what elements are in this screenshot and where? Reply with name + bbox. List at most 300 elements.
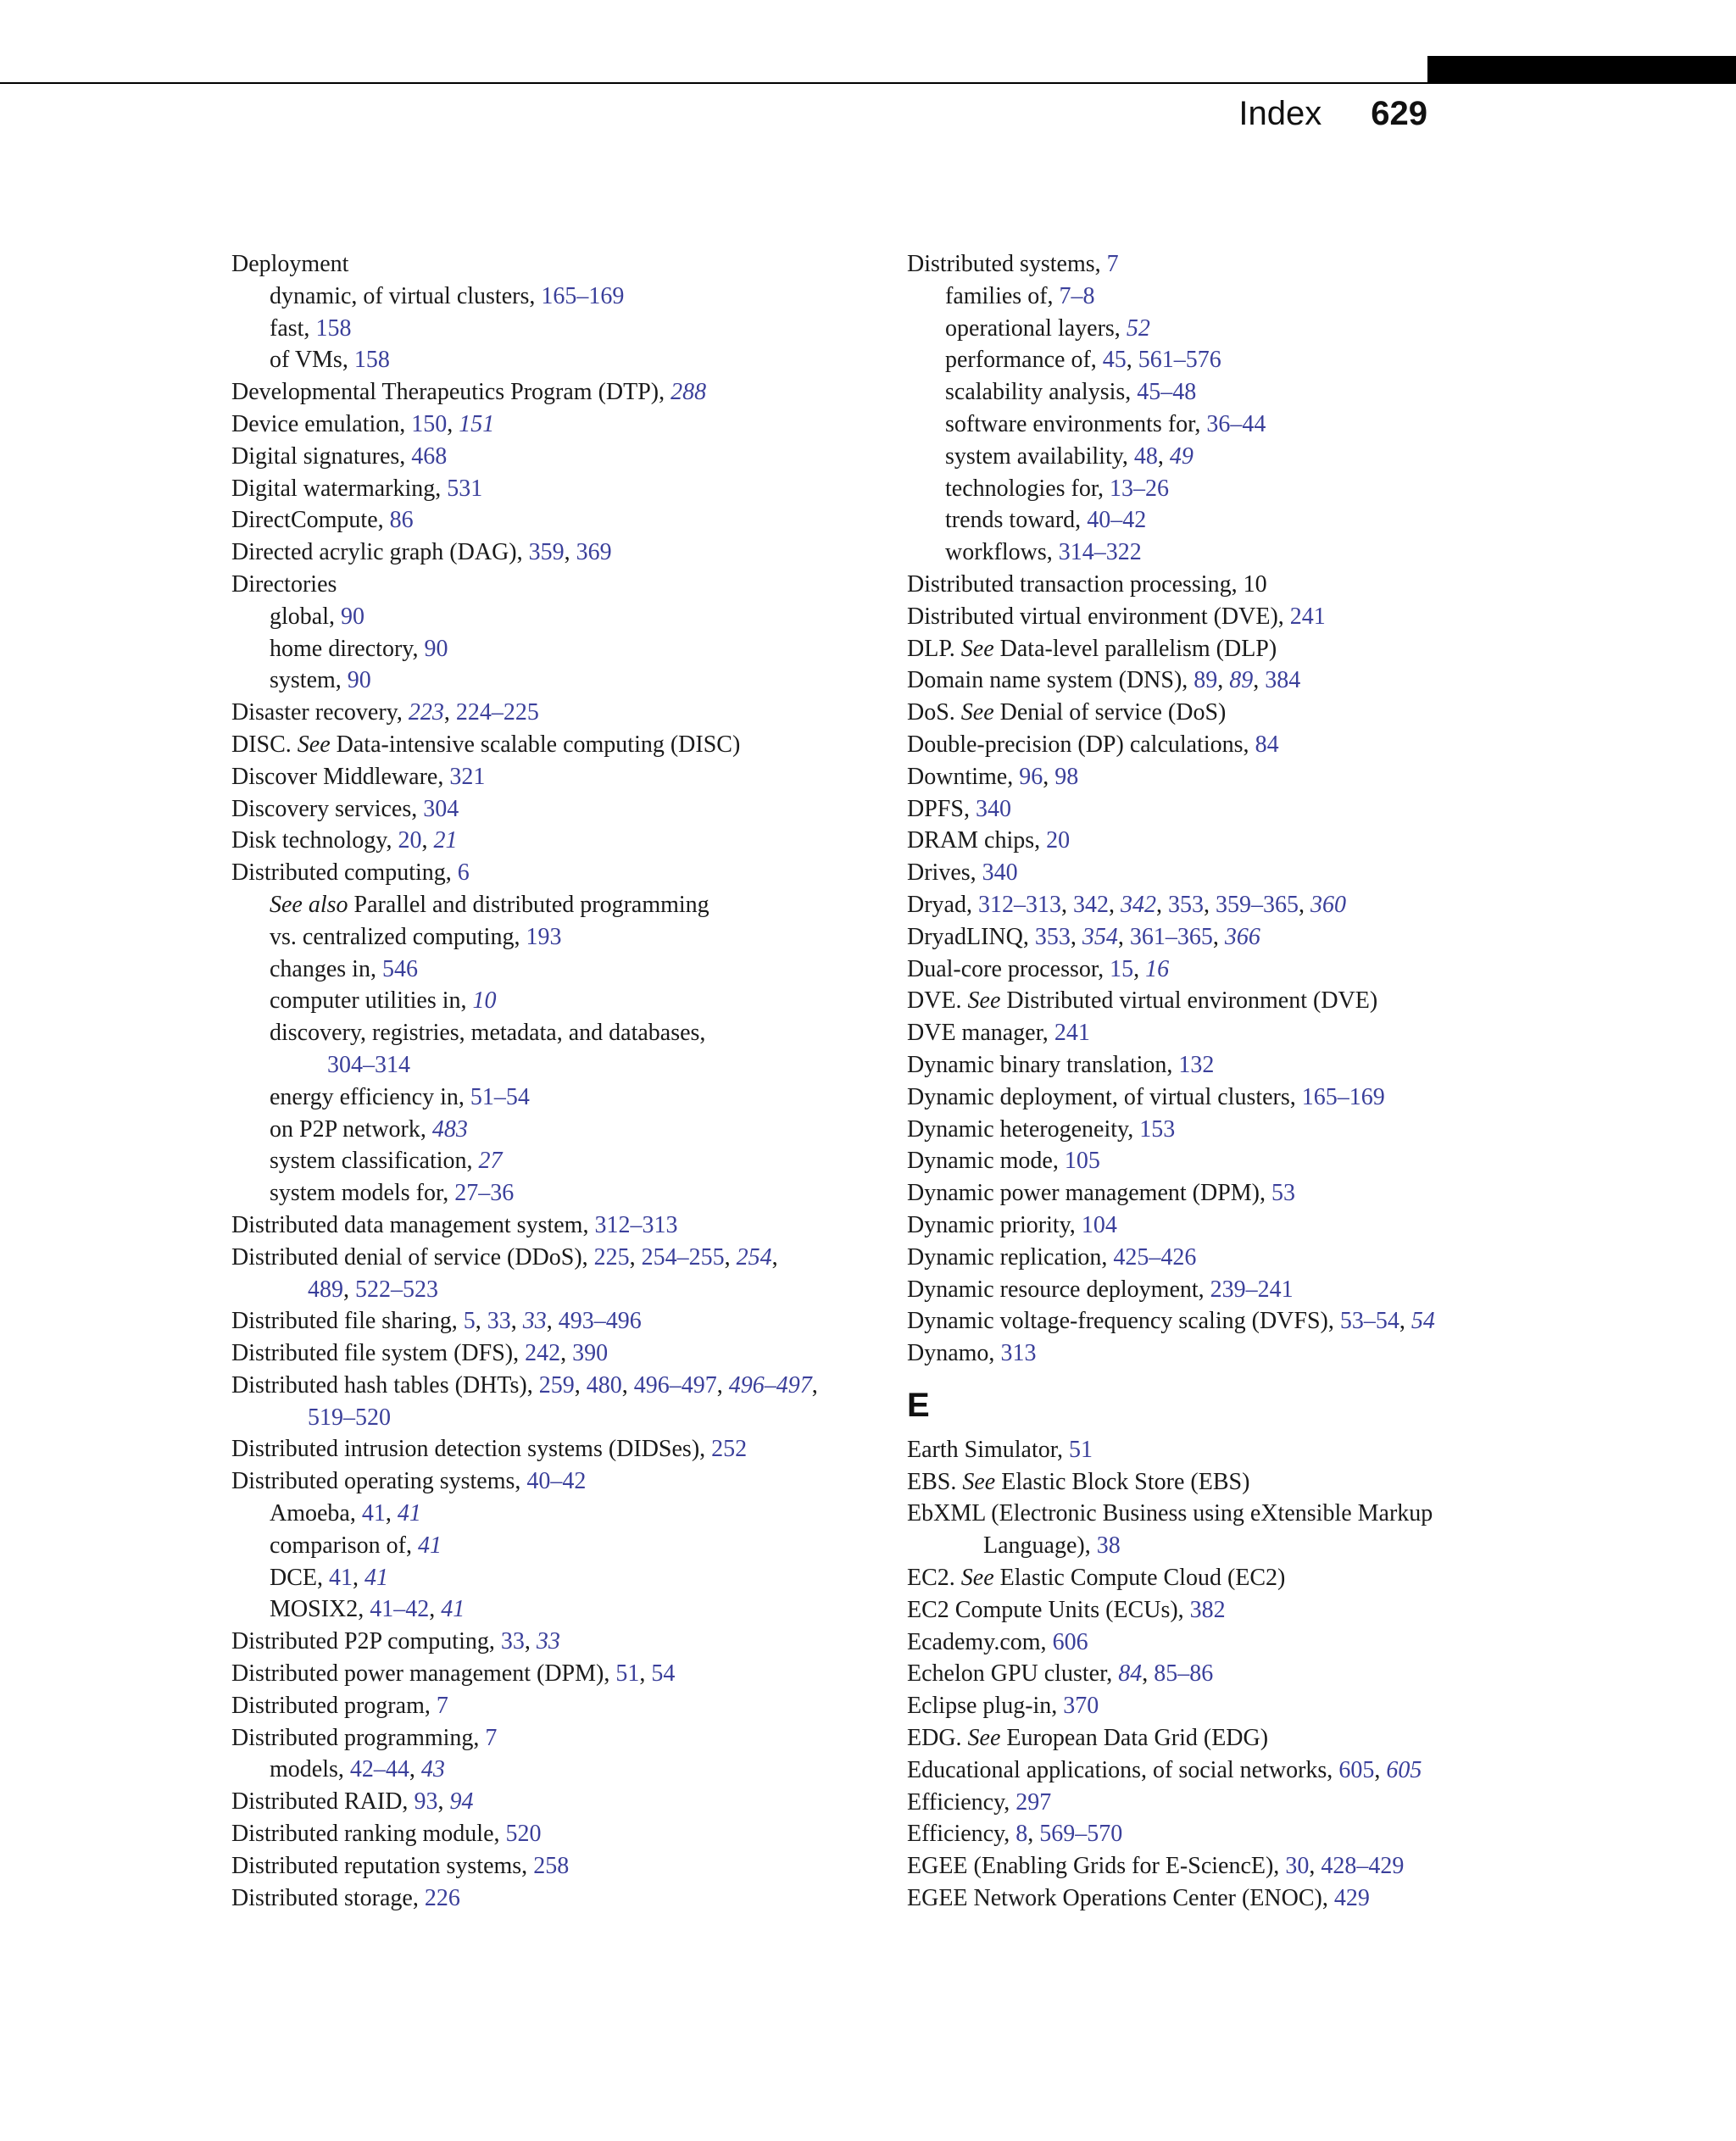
index-entry	[907, 1337, 1551, 1370]
index-entry	[907, 1627, 1551, 1659]
page-ref-link[interactable]: 27–36	[454, 1180, 515, 1207]
see-reference: See	[960, 635, 994, 662]
page-ref-link[interactable]: 241	[1054, 1020, 1090, 1047]
index-entry	[907, 248, 1551, 281]
page-ref-link[interactable]: 7	[436, 1692, 448, 1719]
entry-term: trends toward,	[945, 507, 1088, 534]
page-ref-link[interactable]: 312–313	[594, 1211, 678, 1238]
entry-term: Digital watermarking,	[231, 475, 448, 502]
page-ref-link[interactable]: 496–497	[728, 1371, 812, 1399]
page-ref-link[interactable]: 353	[1167, 891, 1204, 918]
entry-term: Dynamic heterogeneity,	[907, 1115, 1140, 1143]
page-ref-link[interactable]: 519–520	[308, 1404, 391, 1431]
page-ref-link[interactable]: 226	[424, 1884, 460, 1911]
running-header	[1238, 95, 1427, 133]
see-target: Parallel and distributed programming	[348, 891, 709, 918]
page-ref-link[interactable]: 353	[1034, 923, 1071, 950]
entry-term: Amoeba,	[270, 1500, 362, 1527]
page-ref-link[interactable]: 342	[1120, 891, 1156, 918]
entry-term: EGEE Network Operations Center (ENOC),	[907, 1885, 1334, 1912]
entry-term: Earth Simulator,	[907, 1436, 1069, 1463]
page-ref-link[interactable]: 254	[736, 1243, 772, 1271]
index-entry	[907, 1049, 1551, 1082]
index-entry: DryadLINQ, 353, 354, 361–365, 366	[907, 923, 1260, 950]
index-subentry	[907, 537, 1551, 569]
page-ref-link[interactable]: 98	[1054, 763, 1079, 790]
see-reference: See	[967, 1725, 1001, 1752]
index-entry	[231, 504, 876, 537]
entry-term: Ecademy.com,	[907, 1628, 1053, 1655]
page-ref-link[interactable]: 45	[1102, 347, 1127, 374]
entry-term: DryadLINQ,	[907, 923, 1035, 950]
index-entry	[907, 1787, 1551, 1819]
page-ref-link[interactable]: 321	[449, 763, 486, 790]
index-entry: Disaster recovery, 223, 224–225	[231, 699, 539, 726]
page-ref-link[interactable]: 21	[433, 827, 458, 854]
see-reference: See	[960, 1565, 994, 1592]
page-ref-link[interactable]: 96	[1019, 763, 1043, 790]
index-entry	[907, 601, 1551, 633]
page-ref-link[interactable]: 158	[315, 314, 352, 342]
page-ref-link[interactable]: 41	[329, 1564, 353, 1591]
entry-term: Distributed intrusion detection systems (DIDSes),	[231, 1436, 712, 1463]
page-ref-link[interactable]: 561–576	[1138, 347, 1221, 374]
page-ref-link[interactable]: 36–44	[1206, 410, 1266, 437]
page-ref-link[interactable]: 10	[472, 987, 497, 1015]
entry-term: Distributed file sharing,	[231, 1308, 464, 1335]
page-ref-link[interactable]: 41	[364, 1564, 388, 1591]
page-ref-link[interactable]: 13–26	[1110, 475, 1170, 502]
page-ref-link[interactable]: 223	[408, 699, 444, 726]
entry-term: DLP.	[907, 635, 961, 662]
entry-term: workflows,	[945, 539, 1059, 566]
entry-term: Language),	[983, 1532, 1097, 1560]
page-ref-link[interactable]: 252	[711, 1436, 748, 1463]
page-ref-link[interactable]: 150	[411, 410, 448, 437]
page-ref-link[interactable]: 569–570	[1039, 1821, 1123, 1848]
page-ref-link[interactable]: 360	[1310, 891, 1346, 918]
page-ref-link[interactable]: 340	[982, 859, 1018, 887]
index-entry	[231, 1210, 876, 1242]
page-ref-link[interactable]: 86	[389, 507, 414, 534]
entry-term: Directories	[231, 570, 337, 598]
entry-term: DPFS,	[907, 795, 976, 822]
page-ref-link[interactable]: 522–523	[355, 1276, 438, 1303]
page-ref-link[interactable]: 53–54	[1339, 1308, 1399, 1335]
page-ref-link[interactable]: 254–255	[641, 1243, 725, 1271]
index-subentry	[231, 633, 876, 665]
page-ref-link[interactable]: 313	[1000, 1340, 1037, 1367]
entry-term: Dynamo,	[907, 1340, 1001, 1367]
index-subentry	[231, 1530, 876, 1562]
entry-term: fast,	[270, 314, 316, 342]
entry-term: Distributed hash tables (DHTs),	[231, 1371, 539, 1399]
index-entry: Educational applications, of social networks, 605, 605	[907, 1756, 1422, 1783]
page-ref-link[interactable]: 382	[1189, 1596, 1226, 1623]
page-ref-link[interactable]: 193	[526, 923, 562, 950]
index-entry: Distributed RAID, 93, 94	[231, 1788, 474, 1816]
entry-term: discovery, registries, metadata, and databases,	[270, 1020, 706, 1047]
entry-term: home directory,	[270, 635, 425, 662]
page-ref-link[interactable]: 297	[1015, 1788, 1052, 1816]
page-ref-link[interactable]: 132	[1178, 1051, 1215, 1078]
see-target: Data-level parallelism (DLP)	[993, 635, 1277, 662]
page-ref-link[interactable]: 259	[538, 1371, 575, 1399]
index-entry	[231, 729, 876, 761]
entry-term: Double-precision (DP) calculations,	[907, 731, 1255, 758]
page-ref-link[interactable]: 105	[1064, 1148, 1100, 1175]
index-subentry	[231, 665, 876, 697]
entry-term: of VMs,	[270, 347, 354, 374]
page-ref-link[interactable]: 354	[1082, 923, 1118, 950]
index-entry: Distributed file sharing, 5, 33, 33, 493–496	[231, 1308, 642, 1335]
page-ref-link[interactable]: 7–8	[1059, 282, 1095, 309]
section-title: Index	[1238, 95, 1322, 132]
index-entry	[907, 633, 1551, 665]
page-ref-link[interactable]: 366	[1224, 923, 1260, 950]
entry-term: Distributed denial of service (DDoS),	[231, 1243, 594, 1271]
entry-term: Efficiency,	[907, 1788, 1016, 1816]
entry-term: DVE.	[907, 987, 968, 1015]
page-ref-link[interactable]: 42–44	[349, 1756, 409, 1783]
entry-term: Downtime,	[907, 763, 1020, 790]
index-entry: Dual-core processor, 15, 16	[907, 955, 1170, 982]
page-ref-link[interactable]: 41	[361, 1500, 386, 1527]
index-letter-heading: E	[907, 1386, 930, 1424]
page-ref-link[interactable]: 151	[459, 410, 495, 437]
page-ref-link[interactable]: 425–426	[1113, 1243, 1197, 1271]
page-ref-link[interactable]: 496–497	[633, 1371, 717, 1399]
page-ref-link[interactable]: 84	[1255, 731, 1279, 758]
page-ref-link[interactable]: 342	[1072, 891, 1109, 918]
index-entry	[907, 1882, 1551, 1915]
entry-term: Drives,	[907, 859, 982, 887]
page-ref-link[interactable]: 51	[1068, 1436, 1093, 1463]
header-tab-bar	[1427, 56, 1736, 83]
header-rule	[0, 82, 1736, 84]
page-ref-link[interactable]: 41	[397, 1500, 421, 1527]
page-ref-link[interactable]: 45–48	[1137, 379, 1197, 406]
page-ref-link[interactable]: 41–42	[370, 1596, 430, 1623]
entry-term: Deployment	[231, 251, 349, 277]
index-entry	[231, 248, 876, 281]
page-ref-link[interactable]: 43	[420, 1756, 445, 1783]
index-entry	[907, 1274, 1551, 1306]
entry-term: Directed acrylic graph (DAG),	[231, 539, 529, 566]
page-ref-link[interactable]: 33	[487, 1308, 511, 1335]
index-subentry	[231, 1114, 876, 1146]
page-ref-link[interactable]: 242	[525, 1340, 561, 1367]
index-subentry	[231, 1017, 876, 1082]
entry-term: Dynamic voltage-frequency scaling (DVFS),	[907, 1308, 1340, 1335]
entry-term: on P2P network,	[270, 1115, 432, 1143]
entry-term: Distributed storage,	[231, 1884, 425, 1911]
page-ref-link[interactable]: 531	[447, 475, 483, 502]
entry-term: vs. centralized computing,	[270, 923, 526, 950]
index-entry	[907, 1690, 1551, 1722]
index-entry	[231, 857, 876, 889]
page-ref-link[interactable]: 153	[1139, 1115, 1176, 1143]
page-ref-link[interactable]: 288	[670, 379, 707, 406]
index-entry	[907, 1466, 1551, 1499]
index-subentry	[231, 985, 876, 1017]
page-ref-link[interactable]: 40–42	[526, 1468, 587, 1495]
entry-term: Distributed data management system,	[231, 1211, 595, 1238]
page-ref-link[interactable]: 390	[572, 1340, 609, 1367]
page-ref-link[interactable]: 605	[1386, 1756, 1422, 1783]
index-entry: Echelon GPU cluster, 84, 85–86	[907, 1660, 1214, 1688]
index-entry	[907, 1145, 1551, 1177]
page-ref-link[interactable]: 225	[593, 1243, 630, 1271]
page-ref-link[interactable]: 224–225	[455, 699, 539, 726]
entry-term: Distributed programming,	[231, 1724, 486, 1751]
page-ref-link[interactable]: 258	[533, 1852, 570, 1879]
see-reference: See	[297, 731, 331, 758]
index-subentry	[231, 954, 876, 986]
entry-term: DISC.	[231, 731, 298, 758]
index-entry: EGEE (Enabling Grids for E-SciencE), 30, 428–429	[907, 1853, 1405, 1880]
index-subentry	[231, 281, 876, 313]
page-ref-link[interactable]: 239–241	[1210, 1276, 1294, 1303]
page-ref-link[interactable]: 312–313	[977, 891, 1061, 918]
index-entry	[231, 569, 876, 601]
page-ref-link[interactable]: 165–169	[541, 282, 625, 309]
entry-term: Dynamic resource deployment,	[907, 1276, 1210, 1303]
page-ref-link[interactable]: 104	[1081, 1211, 1117, 1238]
index-column-left	[231, 248, 876, 1914]
index-entry	[907, 1242, 1551, 1274]
entry-term: Developmental Therapeutics Program (DTP),	[231, 379, 671, 406]
page-ref-link[interactable]: 85–86	[1154, 1660, 1214, 1688]
index-subentry	[231, 344, 876, 376]
page-ref-link[interactable]: 493–496	[558, 1308, 642, 1335]
page-ref-link[interactable]: 90	[424, 635, 448, 662]
entry-term: Distributed transaction processing, 10	[907, 570, 1267, 598]
index-subentry: performance of, 45, 561–576	[945, 347, 1221, 374]
entry-term: system models for,	[270, 1180, 455, 1207]
page-ref-link[interactable]: 6	[457, 859, 470, 887]
entry-term: DoS.	[907, 699, 961, 726]
see-target: Elastic Block Store (EBS)	[995, 1468, 1250, 1495]
entry-term: system classification,	[270, 1148, 479, 1175]
entry-term: EDG.	[907, 1725, 968, 1752]
page-ref-link[interactable]: 51–54	[470, 1083, 530, 1110]
page-ref-link[interactable]: 359	[528, 539, 565, 566]
index-subentry: DCE, 41, 41	[270, 1564, 388, 1591]
page-ref-link[interactable]: 41	[441, 1596, 465, 1623]
index-entry	[907, 1562, 1551, 1594]
entry-term: Distributed systems,	[907, 251, 1107, 277]
see-reference: See	[962, 1468, 996, 1495]
entry-term: technologies for,	[945, 475, 1110, 502]
page-ref-link[interactable]: 7	[1106, 251, 1119, 277]
page-ref-link[interactable]: 480	[586, 1371, 622, 1399]
page-number: 629	[1371, 95, 1427, 132]
index-entry: Downtime, 96, 98	[907, 763, 1079, 790]
see-reference: See	[960, 699, 994, 726]
entry-term: EC2 Compute Units (ECUs),	[907, 1596, 1190, 1623]
index-entry	[231, 761, 876, 793]
entry-continuation: 489, 522–523	[308, 1276, 438, 1303]
page-ref-link[interactable]: 89	[1229, 667, 1254, 694]
entry-term: performance of,	[945, 347, 1103, 374]
page-ref-link[interactable]: 40–42	[1087, 507, 1147, 534]
page-ref-link[interactable]: 49	[1169, 442, 1194, 470]
entry-term: scalability analysis,	[945, 379, 1138, 406]
index-subentry	[907, 313, 1551, 345]
page-ref-link[interactable]: 489	[308, 1276, 343, 1303]
index-entry	[907, 1722, 1551, 1755]
entry-term: changes in,	[270, 955, 382, 982]
entry-term: EbXML (Electronic Business using eXtensible Markup	[907, 1500, 1433, 1527]
index-subentry	[907, 409, 1551, 441]
page-ref-link[interactable]: 84	[1118, 1660, 1143, 1688]
page-ref-link[interactable]: 51	[615, 1660, 640, 1688]
page-ref-link[interactable]: 428–429	[1321, 1853, 1405, 1880]
entry-term: DCE,	[270, 1564, 329, 1591]
page-ref-link[interactable]: 483	[431, 1115, 468, 1143]
entry-term: Dynamic binary translation,	[907, 1051, 1179, 1078]
page-ref-link[interactable]: 38	[1096, 1532, 1121, 1560]
entry-term: comparison of,	[270, 1532, 418, 1559]
page-ref-link[interactable]: 20	[1046, 827, 1071, 854]
entry-term: DirectCompute,	[231, 507, 390, 534]
index-entry	[907, 825, 1551, 857]
page-ref-link[interactable]: 605	[1338, 1756, 1375, 1783]
page-ref-link[interactable]: 33	[500, 1628, 525, 1655]
page-ref-link[interactable]: 48	[1133, 442, 1158, 470]
page-ref-link[interactable]: 340	[975, 795, 1011, 822]
page-ref-link[interactable]: 94	[449, 1788, 474, 1816]
page-ref-link[interactable]: 359–365	[1215, 891, 1299, 918]
page-ref-link[interactable]: 361–365	[1129, 923, 1213, 950]
index-entry	[231, 1433, 876, 1465]
see-target: European Data Grid (EDG)	[1000, 1725, 1269, 1752]
index-entry: Distributed power management (DPM), 51, 54	[231, 1660, 676, 1688]
page-ref-link[interactable]: 369	[576, 539, 612, 566]
entry-continuation	[270, 1402, 876, 1434]
index-entry	[907, 1210, 1551, 1242]
page-ref-link[interactable]: 7	[485, 1724, 498, 1751]
page-ref-link[interactable]: 8	[1015, 1821, 1028, 1848]
entry-term: Eclipse plug-in,	[907, 1693, 1064, 1720]
entry-term: Efficiency,	[907, 1821, 1016, 1848]
index-entry: Domain name system (DNS), 89, 89, 384	[907, 667, 1301, 694]
see-target: Data-intensive scalable computing (DISC)	[330, 731, 741, 758]
index-entry	[907, 857, 1551, 889]
page-ref-link[interactable]: 53	[1271, 1180, 1295, 1207]
index-subentry	[231, 921, 876, 954]
index-entry	[907, 729, 1551, 761]
index-entry: Dynamic voltage-frequency scaling (DVFS), 53–54, 54	[907, 1308, 1435, 1335]
entry-term: DVE manager,	[907, 1020, 1054, 1047]
page-ref-link[interactable]: 546	[381, 955, 418, 982]
entry-term: system availability,	[945, 442, 1134, 470]
page-ref-link[interactable]: 304	[423, 795, 459, 822]
page-ref-link[interactable]: 89	[1194, 667, 1218, 694]
entry-term: software environments for,	[945, 410, 1207, 437]
page-ref-link[interactable]: 52	[1126, 314, 1150, 342]
index-entry	[907, 569, 1551, 601]
page-ref-link[interactable]: 93	[414, 1788, 438, 1816]
page-ref-link[interactable]: 16	[1145, 955, 1170, 982]
index-entry: Dryad, 312–313, 342, 342, 353, 359–365, 360	[907, 891, 1346, 918]
page-ref-link[interactable]: 33	[536, 1628, 560, 1655]
index-entry	[231, 441, 876, 473]
entry-term: Dynamic replication,	[907, 1243, 1114, 1271]
entry-term: Distributed file system (DFS),	[231, 1340, 526, 1367]
page-ref-link[interactable]: 165–169	[1301, 1083, 1385, 1110]
page-ref-link[interactable]: 606	[1052, 1628, 1088, 1655]
index-entry	[907, 1177, 1551, 1210]
entry-term: Distributed RAID,	[231, 1788, 415, 1816]
entry-term: energy efficiency in,	[270, 1083, 470, 1110]
page-ref-link[interactable]: 90	[341, 603, 364, 630]
index-entry	[907, 697, 1551, 729]
page-ref-link[interactable]: 15	[1110, 955, 1134, 982]
index-subentry: system availability, 48, 49	[945, 442, 1194, 470]
page-ref-link[interactable]: 520	[505, 1821, 542, 1848]
index-entry	[907, 1434, 1551, 1466]
page-ref-link[interactable]: 158	[353, 347, 390, 374]
entry-term: Distributed power management (DPM),	[231, 1660, 616, 1688]
page-ref-link[interactable]: 429	[1333, 1885, 1370, 1912]
index-entry	[907, 1498, 1551, 1562]
see-reference: See	[967, 987, 1001, 1015]
entry-term: Dryad,	[907, 891, 978, 918]
entry-term: Distributed reputation systems,	[231, 1852, 534, 1879]
index-subentry	[231, 889, 876, 921]
entry-term: Distributed P2P computing,	[231, 1628, 501, 1655]
index-subentry: MOSIX2, 41–42, 41	[270, 1596, 465, 1623]
page-ref-link[interactable]: 54	[651, 1660, 676, 1688]
entry-term: models,	[270, 1756, 350, 1783]
entry-continuation	[945, 1530, 1551, 1562]
page-ref-link[interactable]: 468	[411, 442, 448, 470]
page-ref-link[interactable]: 20	[398, 827, 422, 854]
index-entry	[231, 793, 876, 826]
page-ref-link[interactable]: 370	[1063, 1693, 1099, 1720]
index-entry	[231, 1690, 876, 1722]
page-ref-link[interactable]: 27	[478, 1148, 503, 1175]
entry-term: Distributed operating systems,	[231, 1468, 527, 1495]
see-target: Distributed virtual environment (DVE)	[1000, 987, 1378, 1015]
index-entry	[231, 1465, 876, 1498]
page-ref-link[interactable]: 30	[1285, 1853, 1310, 1880]
entry-term: Distributed virtual environment (DVE),	[907, 603, 1290, 630]
index-entry: Distributed hash tables (DHTs), 259, 480, 496–497, 496–497, 519–520	[231, 1370, 876, 1434]
page-ref-link[interactable]: 33	[522, 1308, 547, 1335]
page-ref-link[interactable]: 304–314	[327, 1051, 410, 1078]
index-entry: Distributed file system (DFS), 242, 390	[231, 1340, 609, 1367]
index-subentry	[907, 504, 1551, 537]
index-entry	[231, 1818, 876, 1850]
page-ref-link[interactable]: 314–322	[1058, 539, 1142, 566]
entry-term: Educational applications, of social networks,	[907, 1756, 1339, 1783]
index-entry	[907, 985, 1551, 1017]
index-entry	[231, 1722, 876, 1755]
index-entry	[907, 1114, 1551, 1146]
page-ref-link[interactable]: 5	[463, 1308, 476, 1335]
index-entry	[907, 1017, 1551, 1049]
page-ref-link[interactable]: 41	[417, 1532, 442, 1559]
page-ref-link[interactable]: 241	[1289, 603, 1326, 630]
page-ref-link[interactable]: 54	[1410, 1308, 1435, 1335]
see-target: Elastic Compute Cloud (EC2)	[993, 1565, 1286, 1592]
index-subentry	[907, 281, 1551, 313]
page-ref-link[interactable]: 384	[1265, 667, 1301, 694]
page-ref-link[interactable]: 90	[347, 667, 371, 694]
